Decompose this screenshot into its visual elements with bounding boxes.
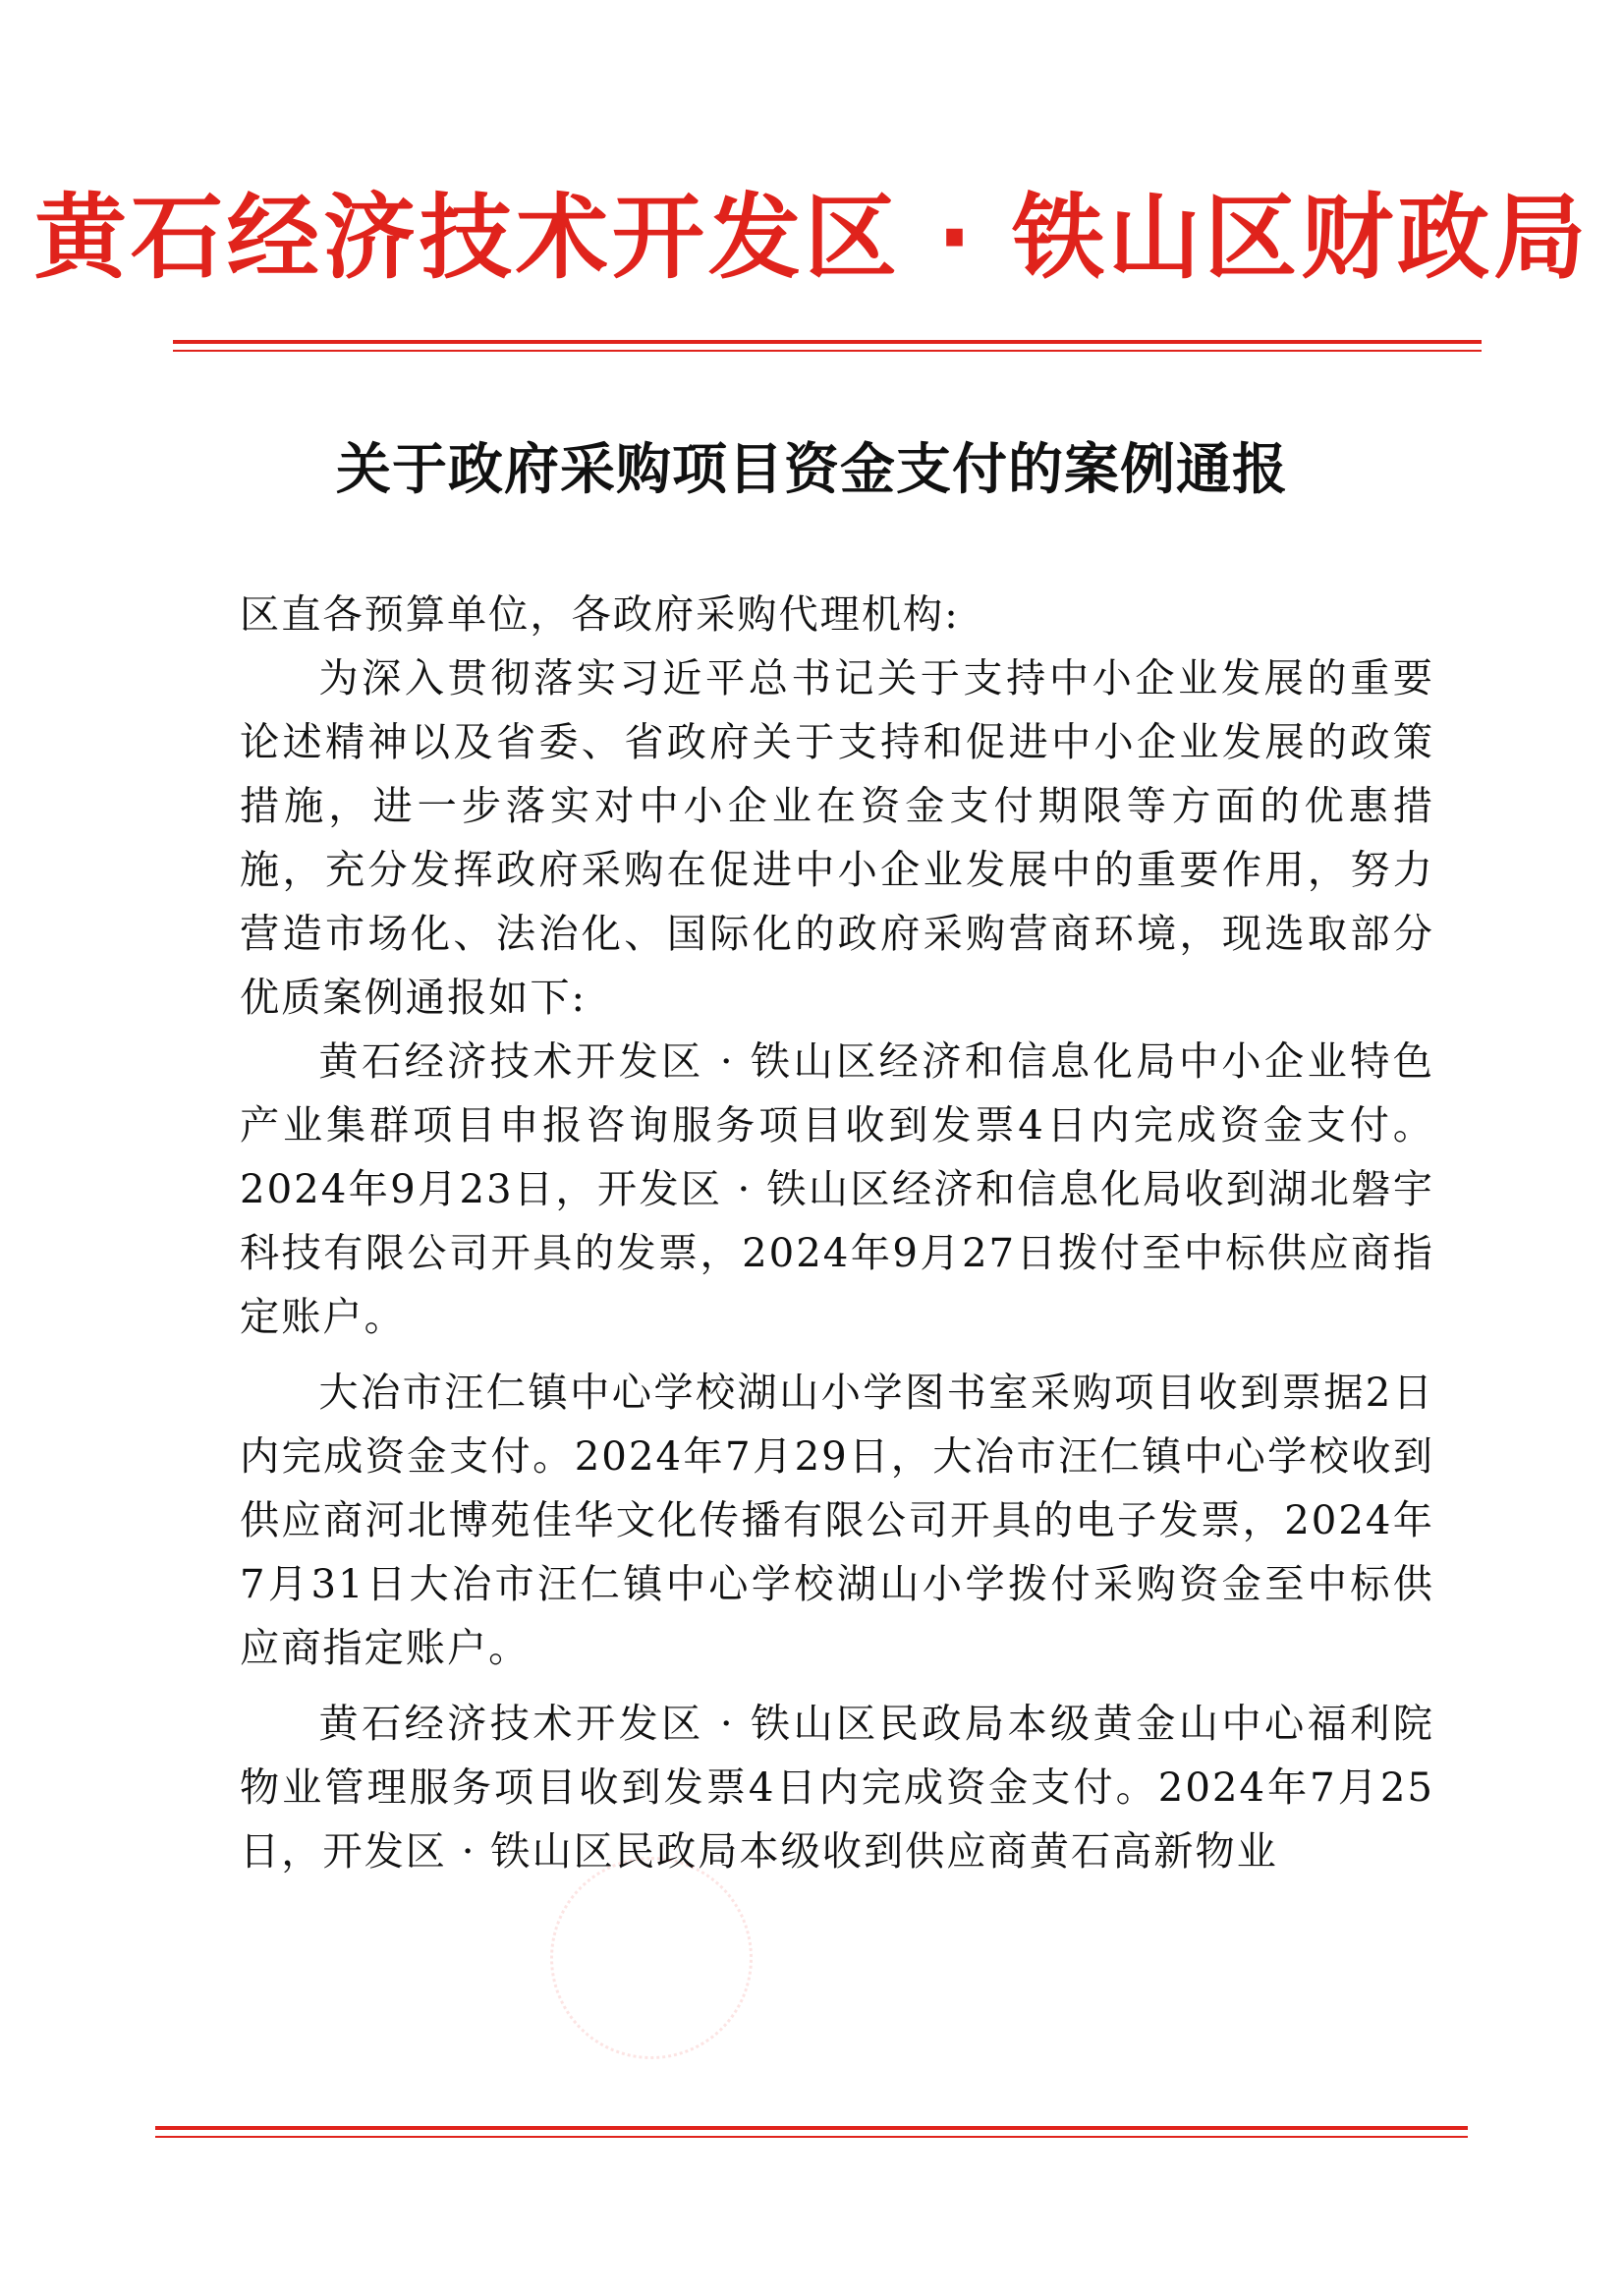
divider-thick-line [173, 340, 1482, 344]
body-paragraph: 为深入贯彻落实习近平总书记关于支持中小企业发展的重要论述精神以及省委、省政府关于支持和促进中小企业发展的政策措施，进一步落实对中小企业在资金支付期限等方面的优惠措施，充分发挥政府采购在促进中小企业发展中的重要作用，努力营造市场化、法治化、国际化的政府采购营商环境，现选取部分优质案例通报如下: [240, 656, 1434, 1021]
document-title: 关于政府采购项目资金支付的案例通报 [336, 438, 1288, 502]
footer-thick-line [155, 2126, 1468, 2130]
issuer-name: 黄石经济技术开发区 · 铁山区财政局 [33, 185, 1591, 292]
salutation: 区直各预算单位，各政府采购代理机构: [240, 592, 960, 638]
divider-thin-line [173, 350, 1482, 352]
faint-seal-impression [550, 1857, 753, 2059]
footer-thin-line [155, 2136, 1468, 2138]
body-paragraph: 大冶市汪仁镇中心学校湖山小学图书室采购项目收到票据2日内完成资金支付。2024年7月29日，大冶市汪仁镇中心学校收到供应商河北博苑佳华文化传播有限公司开具的电子发票，2024年7月31日大冶市汪仁镇中心学校湖山小学拨付采购资金至中标供应商指定账户。 [240, 1371, 1434, 1671]
document-body [240, 584, 1434, 1884]
body-paragraph: 黄石经济技术开发区 · 铁山区民政局本级黄金山中心福利院物业管理服务项目收到发票4日内完成资金支付。2024年7月25日，开发区 · 铁山区民政局本级收到供应商黄石高新物业 [240, 1702, 1434, 1875]
body-paragraph: 黄石经济技术开发区 · 铁山区经济和信息化局中小企业特色产业集群项目申报咨询服务项目收到发票4日内完成资金支付。2024年9月23日，开发区 · 铁山区经济和信息化局收到湖北磐宇科技有限公司开具的发票，2024年9月27日拨付至中标供应商指定账户。 [240, 1039, 1434, 1340]
